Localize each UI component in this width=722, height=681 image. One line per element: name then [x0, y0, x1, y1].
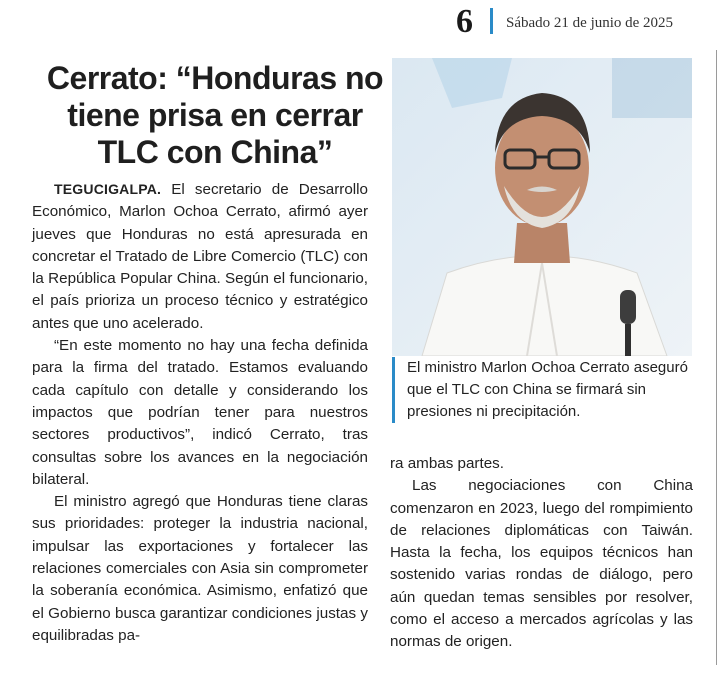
article-paragraph-4: Las negociaciones con China comenzaron en 2023, luego del rompimiento de relaciones diplomáticas con Taiwán. Hasta la fecha, los equipos técnicos han sostenido varias rondas de diálogo, pero aún quedan temas sensibles por resolver, como el acceso a mercados agrícolas y las normas de origen.: [390, 477, 693, 651]
article-headline: Cerrato: “Honduras no tiene prisa en cerrar TLC con China”: [46, 60, 384, 170]
header-divider: [490, 8, 493, 34]
paragraph-1-text: El secretario de Desarrollo Económico, Marlon Ochoa Cerrato, afirmó ayer jueves que Honduras no está apresurada en concretar el Tratado de Libre Comercio (TLC) con la República Popular China. Según el funcionario, el país prioriza un proceso técnico y estratégico antes que uno acelerado.: [32, 181, 368, 332]
page-header: [440, 0, 722, 40]
article-paragraph-2: “En este momento no hay una fecha definida para la firma del tratado. Estamos evaluando cada capítulo con detalle y considerando los impactos que podrían tener para nuestros sectores productivos”, indicó Cerrato, tras consultas sobre los avances en la negociación bilateral.: [32, 337, 368, 488]
page-number: 6: [456, 3, 473, 40]
page-edge-rule: [716, 50, 717, 665]
issue-date: Sábado 21 de junio de 2025: [506, 15, 674, 31]
article-paragraph-3-continued: ra ambas partes.: [390, 455, 504, 472]
portrait-photo: [392, 58, 692, 356]
article-paragraph-1: [32, 178, 368, 335]
article-column-right: [390, 453, 693, 654]
article-column-left: [32, 178, 368, 647]
caption-text: El ministro Marlon Ochoa Cerrato aseguró que el TLC con China se firmará sin presiones ni precipitación.: [407, 359, 688, 420]
article-photo: [392, 58, 692, 356]
photo-caption: [392, 357, 692, 423]
article-paragraph-3: El ministro agregó que Honduras tiene claras sus prioridades: proteger la industria nacional, impulsar las exportaciones y fortalecer las relaciones comerciales con Asia sin comprometer la soberanía económica. Asimismo, enfatizó que el Gobierno busca garantizar condiciones justas y equilibradas pa-: [32, 493, 368, 644]
dateline: TEGUCIGALPA.: [54, 181, 162, 197]
